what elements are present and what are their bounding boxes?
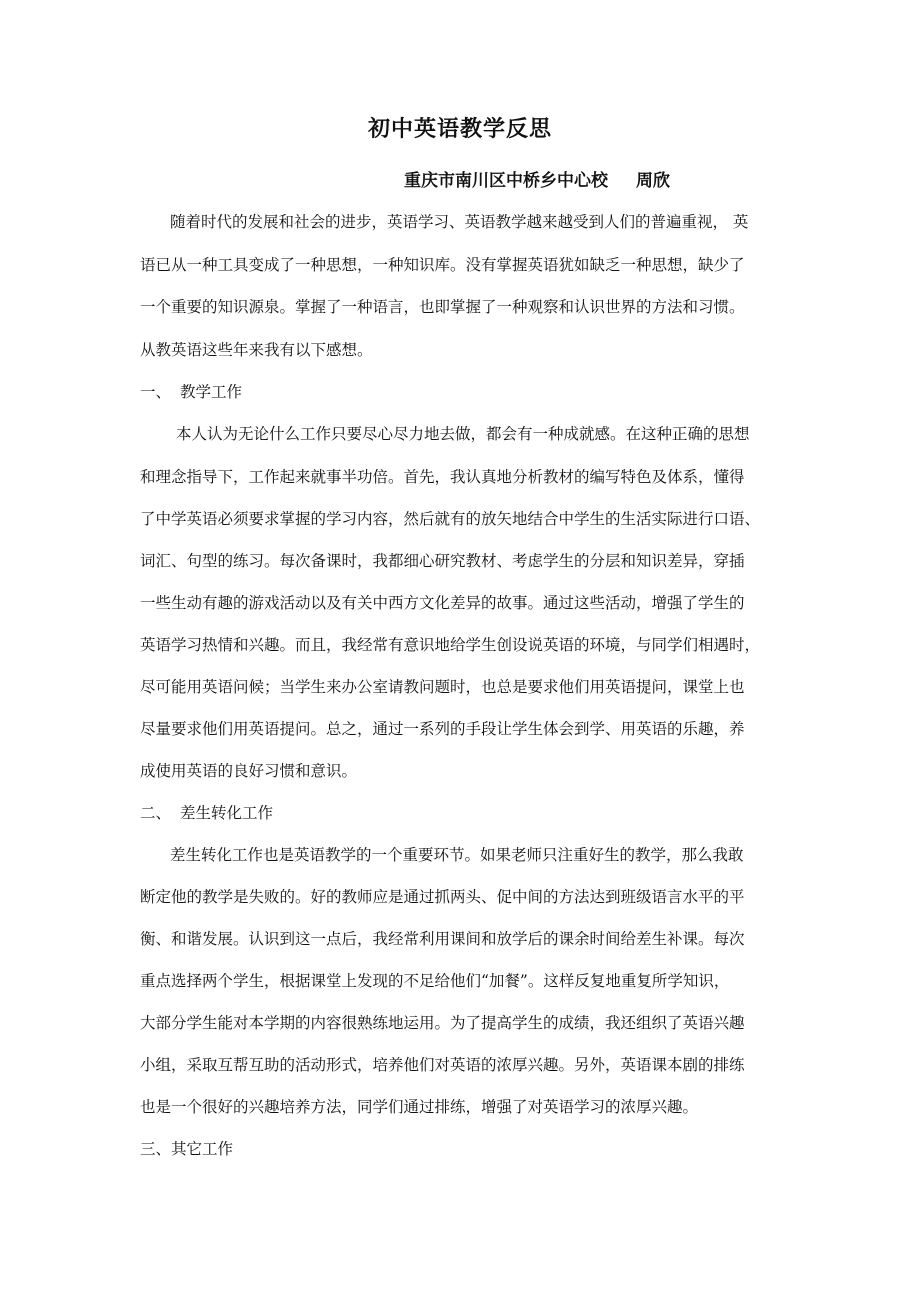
section2-line: 小组，采取互帮互助的活动形式，培养他们对英语的浓厚兴趣。另外，英语课本剧的排练: [140, 1056, 745, 1074]
section1-line: 本人认为无论什么工作只要尽心尽力地去做，都会有一种成就感。在这种正确的思想: [176, 425, 750, 443]
byline-author: 周欣: [636, 171, 670, 191]
section1-number: 一、: [140, 383, 172, 401]
section2-line: 断定他的教学是失败的。好的教师应是通过抓两头、促中间的方法达到班级语言水平的平: [140, 888, 745, 906]
section3-heading: 三、其它工作: [140, 1140, 234, 1158]
intro-line-1: 随着时代的发展和社会的进步，英语学习、英语教学越来越受到人们的普遍重视， 英: [170, 213, 749, 231]
section2-line: 差生转化工作也是英语教学的一个重要环节。如果老师只注重好生的教学，那么我敢: [170, 846, 744, 864]
section1-line: 尽量要求他们用英语提问。总之，通过一系列的手段让学生体会到学、用英语的乐趣，养: [140, 720, 745, 738]
byline-school: 重庆市南川区中桥乡中心校: [404, 171, 608, 191]
byline: [404, 166, 670, 191]
section1-line: 成使用英语的良好习惯和意识。: [140, 762, 358, 780]
document-title: 初中英语教学反思: [367, 116, 552, 142]
section1-line: 词汇、句型的练习。每次备课时，我都细心研究教材、考虑学生的分层和知识差异，穿插: [140, 552, 745, 570]
section2-line: 重点选择两个学生，根据课堂上发现的不足给他们“加餐”。这样反复地重复所学知识，: [140, 972, 730, 990]
section2-line: 衡、和谐发展。认识到这一点后，我经常利用课间和放学后的课余时间给差生补课。每次: [140, 930, 745, 948]
section1-line: 尽可能用英语问候；当学生来办公室请教问题时，也总是要求他们用英语提问，课堂上也: [140, 678, 745, 696]
section1-line: 一些生动有趣的游戏活动以及有关中西方文化差异的故事。通过这些活动，增强了学生的: [140, 594, 745, 612]
section2-number: 二、: [140, 804, 172, 822]
section2-line: 也是一个很好的兴趣培养方法，同学们通过排练，增强了对英语学习的浓厚兴趣。: [140, 1098, 699, 1116]
section1-heading: [140, 382, 242, 402]
section1-title: 教学工作: [180, 383, 243, 401]
intro-line-3: 一个重要的知识源泉。掌握了一种语言，也即掌握了一种观察和认识世界的方法和习惯。: [140, 298, 745, 316]
intro-line-4: 从教英语这些年来我有以下感想。: [140, 341, 373, 359]
section2-title: 差生转化工作: [180, 804, 274, 822]
intro-line-2: 语已从一种工具变成了一种思想，一种知识库。没有掌握英语犹如缺乏一种思想，缺少了: [140, 256, 745, 274]
section1-line: 了中学英语必须要求掌握的学习内容，然后就有的放矢地结合中学生的生活实际进行口语、: [140, 510, 761, 528]
section1-line: 和理念指导下，工作起来就事半功倍。首先，我认真地分析教材的编写特色及体系，懂得: [140, 468, 745, 486]
section2-line: 大部分学生能对本学期的内容很熟练地运用。为了提高学生的成绩，我还组织了英语兴趣: [140, 1014, 745, 1032]
section1-line: 英语学习热情和兴趣。而且，我经常有意识地给学生创设说英语的环境，与同学们相遇时，: [140, 636, 761, 654]
section2-heading: [140, 803, 273, 823]
